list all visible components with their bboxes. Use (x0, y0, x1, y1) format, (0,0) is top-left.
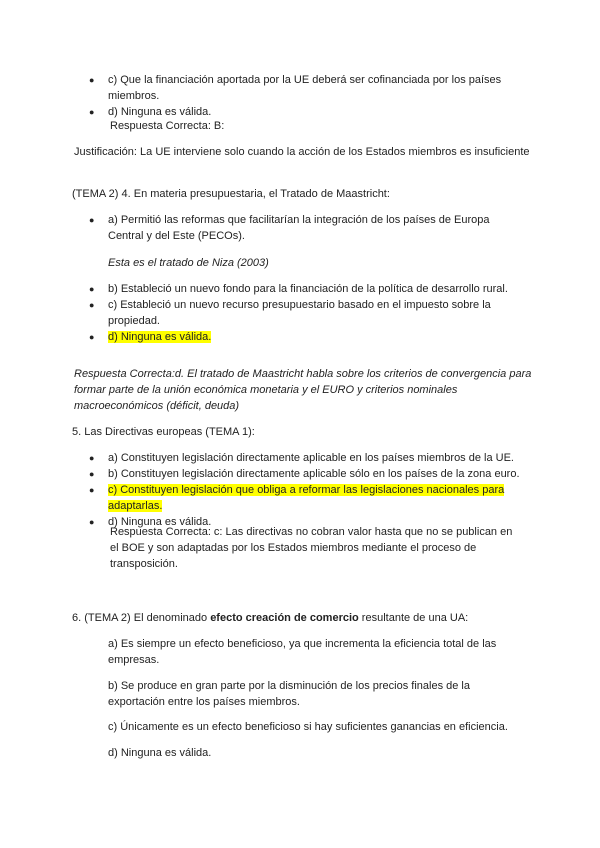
list-item: ● a) Constituyen legislación directamente aplicable en los países miembros de la UE. (89, 452, 514, 464)
question-4-options-b-d (0, 281, 600, 345)
list-item: ● a) Permitió las reformas que facilitarían la integración de los países de Europa Central y del Este (PECOs). (89, 214, 490, 242)
question-4-options-a (0, 212, 600, 244)
bullet-icon: ● (89, 332, 95, 342)
question-6-title: 6. (TEMA 2) El denominado efecto creación de comercio resultante de una UA: (72, 612, 469, 624)
question-5-answer: Respuesta Correcta: c: Las directivas no cobran valor hasta que no se publican en el BOE y son adaptadas por los Estados miembros mediante el proceso de transposición. (110, 526, 513, 570)
bullet-icon: ● (89, 485, 95, 495)
list-item: ● d) Ninguna es válida. (89, 516, 212, 528)
question-4-title: (TEMA 2) 4. En materia presupuestaria, el Tratado de Maastricht: (72, 188, 390, 200)
question-6-option-d: d) Ninguna es válida. (108, 747, 212, 759)
list-item: ● c) Que la financiación aportada por la UE deberá ser cofinanciada por los países miembros. (89, 74, 502, 102)
question-5-title: 5. Las Directivas europeas (TEMA 1): (72, 426, 255, 438)
key-term: efecto creación de comercio (210, 612, 359, 624)
prev-justification: Justificación: La UE interviene solo cuando la acción de los Estados miembros es insuficiente (74, 146, 530, 158)
bullet-icon: ● (89, 75, 95, 85)
list-item: ● b) Constituyen legislación directamente aplicable sólo en los países de la zona euro. (89, 468, 520, 480)
question-6-option-c: c) Únicamente es un efecto beneficioso si hay suficientes ganancias en eficiencia. (108, 721, 508, 733)
prev-question-options (0, 72, 600, 120)
bullet-icon: ● (89, 107, 95, 117)
bullet-icon: ● (89, 284, 95, 294)
list-item: ● c) Estableció un nuevo recurso presupuestario basado en el impuesto sobre la propiedad. (89, 299, 491, 327)
bullet-icon: ● (89, 300, 95, 310)
bullet-icon: ● (89, 215, 95, 225)
question-4-answer: Respuesta Correcta:d. El tratado de Maastricht habla sobre los criterios de convergencia para formar parte de la unión económica monetaria y el EURO y criterios nominales macroeconómicos (déficit, deuda) (74, 368, 532, 412)
list-item: ● b) Estableció un nuevo fondo para la financiación de la política de desarrollo rural. (89, 283, 508, 295)
prev-answer: Respuesta Correcta: B: (110, 120, 225, 132)
bullet-icon: ● (89, 453, 95, 463)
list-item: ● d) Ninguna es válida. (89, 106, 212, 118)
highlighted-answer: d) Ninguna es válida. (108, 331, 212, 343)
question-6-option-a: a) Es siempre un efecto beneficioso, ya que incrementa la eficiencia total de las empresas. (108, 638, 497, 666)
question-5-options (0, 450, 600, 530)
highlighted-answer: c) Constituyen legislación que obliga a reformar las legislaciones nacionales para adaptarlas. (108, 484, 505, 512)
question-6-option-b: b) Se produce en gran parte por la disminución de los precios finales de la exportación entre los países miembros. (108, 680, 470, 708)
list-item (0, 482, 528, 514)
bullet-icon: ● (89, 469, 95, 479)
list-item (0, 329, 528, 345)
bullet-icon: ● (89, 517, 95, 527)
question-4-note: Esta es el tratado de Niza (2003) (108, 257, 269, 269)
